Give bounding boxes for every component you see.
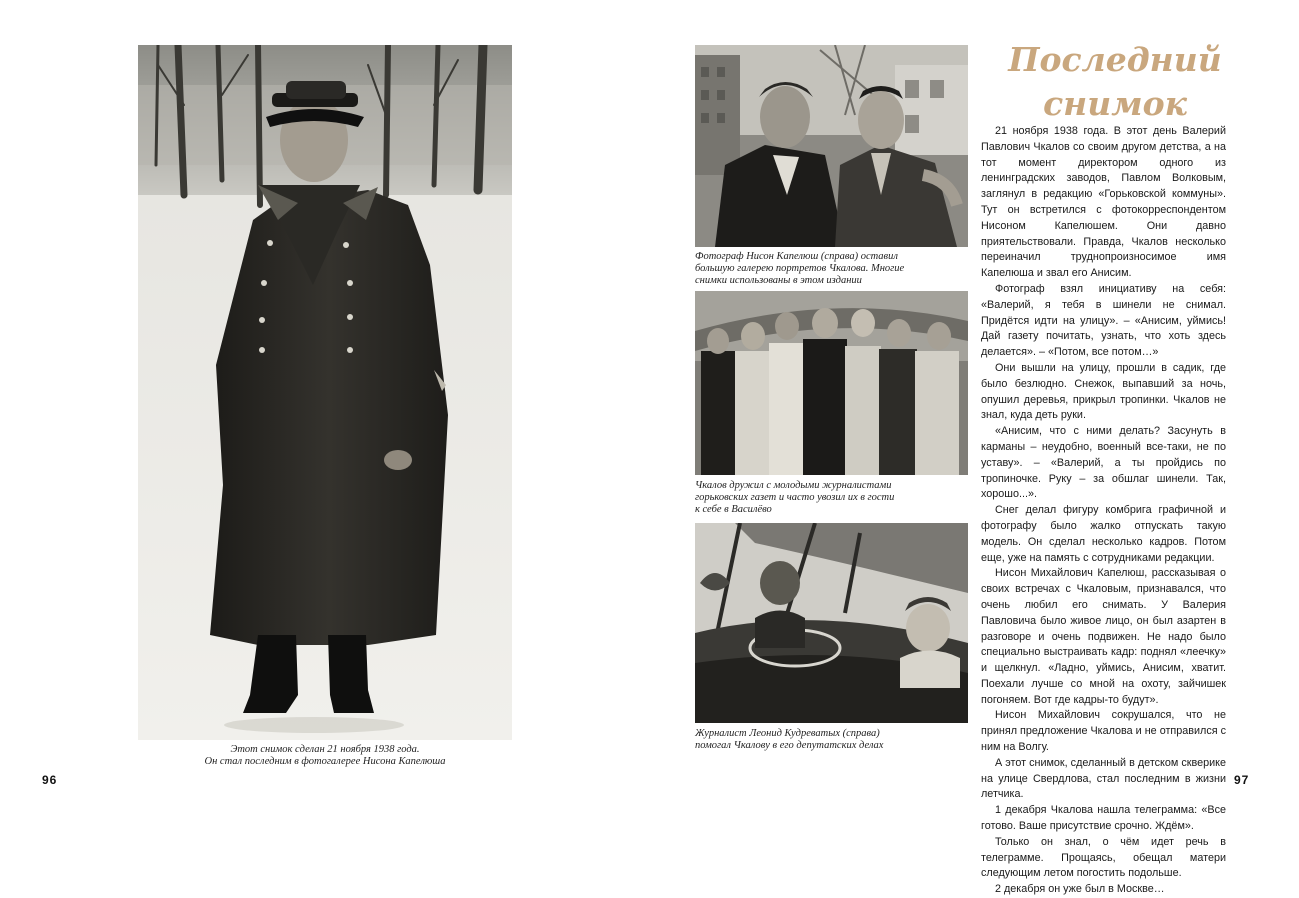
- article-paragraph: Фотограф взял инициативу на себя: «Валерий, я тебя в шинели не снимал. Придётся идти на улицу». – «Анисим, уймись! Дай газету почитать, узнать, что хоть здесь делается». – «Потом, все потом…»: [981, 282, 1226, 359]
- page-number-right: 97: [1234, 773, 1250, 787]
- photo-photographer-kapelush: [695, 45, 968, 247]
- photo-biplane-cockpit: [695, 523, 968, 723]
- photo-group-journalists: [695, 291, 968, 475]
- article-title-line: Последний: [1008, 40, 1222, 79]
- photo2-caption-line: горьковских газет и часто увозил их в гости: [695, 492, 895, 503]
- article-paragraph: 2 декабря он уже был в Москве…: [995, 883, 1165, 896]
- photo2-caption: [695, 480, 968, 516]
- main-photo-caption-line: Он стал последним в фотогалерее Нисона Капелюша: [204, 756, 446, 767]
- main-photo-caption: [138, 744, 512, 768]
- article-title-line: снимок: [1043, 84, 1187, 123]
- article-paragraph: Снег делал фигуру комбрига графичной и фотографу было жалко отпускать такую модель. Он сделал несколько кадров. Потом еще, уже на память с сотрудниками редакции.: [981, 504, 1226, 564]
- photo2-caption-line: к себе в Василёво: [695, 504, 772, 515]
- photo1-caption: [695, 251, 968, 287]
- photo3-caption-line: помогал Чкалову в его депутатских делах: [695, 740, 884, 751]
- photo1-caption-line: Фотограф Нисон Капелюш (справа) оставил: [695, 251, 898, 262]
- page-number-left: 96: [42, 773, 58, 787]
- photo1-caption-line: снимки использованы в этом издании: [695, 275, 862, 286]
- article-paragraph: Только он знал, о чём идет речь в телеграмме. Прощаясь, обещал матери следующим летом погостить подольше.: [981, 835, 1226, 880]
- article-paragraph: Они вышли на улицу, прошли в садик, где было безлюдно. Снежок, выпавший за ночь, опушил деревья, прикрыл тропинки. Чкалов не знал, куда деть руки.: [981, 361, 1226, 422]
- article-title: [1000, 38, 1230, 126]
- article-body: [981, 124, 1226, 898]
- photo1-caption-line: большую галерею портретов Чкалова. Многие: [695, 263, 905, 274]
- photo2-caption-line: Чкалов дружил с молодыми журналистами: [695, 480, 892, 491]
- main-portrait-photo: [138, 45, 512, 740]
- article-paragraph: 1 декабря Чкалова нашла телеграмма: «Все готово. Ваше присутствие срочно. Ждём».: [981, 804, 1226, 833]
- photo3-caption: [695, 728, 968, 752]
- article-paragraph: Нисон Михайлович сокрушался, что не принял предложение Чкалова и не отправился с ним на Волгу.: [981, 709, 1226, 754]
- article-paragraph: Нисон Михайлович Капелюш, рассказывая о своих встречах с Чкаловым, признавался, что очень любил его снимать. У Валерия Павловича было живое лицо, он был азартен в разговоре и очень подвижен. Не надо было специально выстраивать кадр: поднял «леечку» и щелкнул. «Ладно, уймись, Анисим, хватит. Поехали лучше со мной на охоту, зайчишек погоняем. Вот где кадры-то будут».: [981, 567, 1226, 706]
- article-paragraph: 21 ноября 1938 года. В этот день Валерий Павлович Чкалов со своим другом детства, а на тот момент директором одного из ленинградских заводов, Павлом Волковым, заглянул в редакцию «Горьковской коммуны». Тут он встретился с фотокорреспондентом Нисоном Капелюшем. Они давно приятельствовали. Правда, Чкалов несколько переиначил труднопроизносимое имя Капелюша и звал его Анисим.: [981, 125, 1226, 280]
- photo3-caption-line: Журналист Леонид Кудреватых (справа): [695, 728, 880, 739]
- article-paragraph: А этот снимок, сделанный в детском скверике на улице Свердлова, стал последним в жизни летчика.: [981, 756, 1226, 801]
- article-paragraph: «Анисим, что с ними делать? Засунуть в карманы – неудобно, военный все-таки, не по уставу». – «Валерий, а ты пройдись по тропиночке. Руку – за обшлаг шинели. Так, хорошо...».: [981, 425, 1226, 501]
- main-photo-caption-line: Этот снимок сделан 21 ноября 1938 года.: [230, 744, 420, 755]
